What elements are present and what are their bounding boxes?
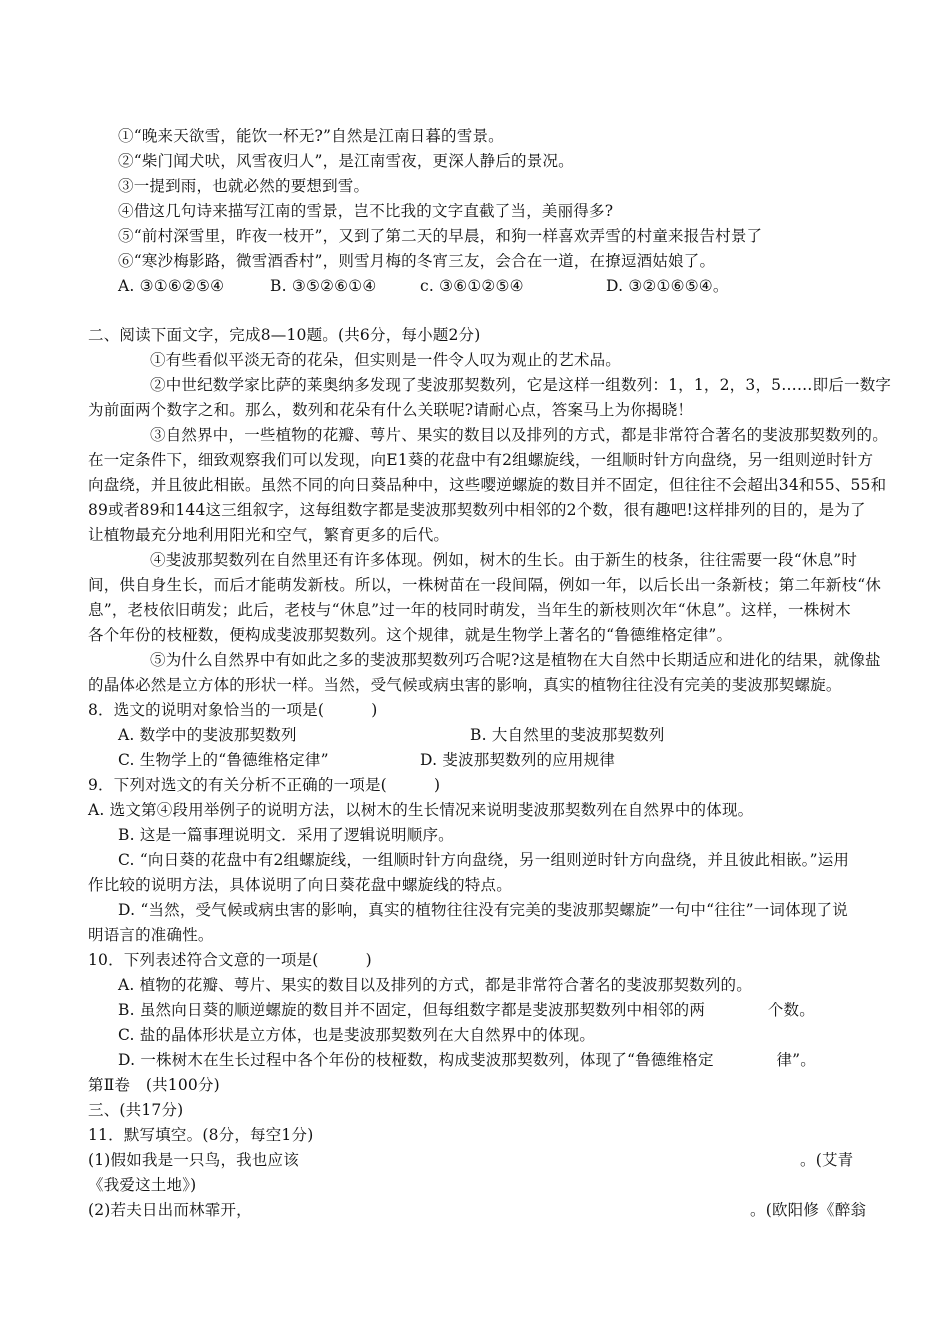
- paragraph-3-line-1: ③自然界中，一些植物的花瓣、萼片、果实的数目以及排列的方式，都是非常符合著名的斐波那契数列的。: [150, 426, 888, 444]
- sentence-2: ②“柴门闻犬吠，风雪夜归人”，是江南雪夜，更深人静后的景况。: [118, 152, 574, 170]
- question-10-option-c: C. 盐的晶体形状是立方体，也是斐波那契数列在大自然界中的体现。: [118, 1026, 596, 1044]
- paragraph-4-line-2: 间，供自身生长，而后才能萌发新枝。所以，一株树苗在一段间隔，例如一年，以后长出一条新枝；第二年新枝“休: [88, 576, 882, 594]
- paragraph-3-line-5: 让植物最充分地利用阳光和空气，繁育更多的后代。: [88, 526, 450, 544]
- question-8-option-a: A. 数学中的斐波那契数列: [118, 726, 297, 744]
- question-9-option-c-line-1: C. “向日葵的花盘中有2组螺旋线，一组顺时针方向盘绕，另一组则逆时针方向盘绕，并且彼此相嵌。”运用: [118, 851, 850, 869]
- sentence-1: ①“晚来天欲雪，能饮一杯无?”自然是江南日暮的雪景。: [118, 127, 504, 145]
- option-d: D. ③②①⑥⑤④。: [606, 277, 729, 295]
- question-10-option-b: B. 虽然向日葵的顺逆螺旋的数目并不固定，但每组数字都是斐波那契数列中相邻的两 个数。: [118, 1001, 815, 1019]
- question-10-option-a: A. 植物的花瓣、萼片、果实的数目以及排列的方式，都是非常符合著名的斐波那契数列的。: [118, 976, 752, 994]
- question-11-item-2: (2)若夫日出而林霏开，: [88, 1201, 252, 1219]
- sentence-6: ⑥“寒沙梅影路，微雪酒香村”，则雪月梅的冬宵三友，会合在一道，在撩逗酒姑娘了。: [118, 252, 716, 270]
- question-8-option-b: B. 大自然里的斐波那契数列: [470, 726, 665, 744]
- sentence-3: ③一提到雨，也就必然的要想到雪。: [118, 177, 370, 195]
- sentence-4: ④借这几句诗来描写江南的雪景，岂不比我的文字直截了当，美丽得多?: [118, 202, 614, 220]
- paragraph-2-line-2: 为前面两个数字之和。那么，数列和花朵有什么关联呢?请耐心点，答案马上为你揭晓！: [88, 401, 694, 419]
- question-8-option-c: C. 生物学上的“鲁德维格定律”: [118, 751, 329, 769]
- question-11-stem: 11．默写填空。(8分，每空1分): [88, 1126, 314, 1144]
- option-c: c. ③⑥①②⑤④: [420, 277, 524, 295]
- section-3-heading: 三、(共17分): [88, 1101, 184, 1119]
- paragraph-3-line-3: 向盘绕，并且彼此相嵌。虽然不同的向日葵品种中，这些嘤逆螺旋的数目并不固定，但往往不会超出34和55、55和: [88, 476, 887, 494]
- paragraph-4-line-1: ④斐波那契数列在自然里还有许多体现。例如，树木的生长。由于新生的枝条，往往需要一段“休息”时: [150, 551, 858, 569]
- question-9-option-b: B. 这是一篇事理说明文．采用了逻辑说明顺序。: [118, 826, 454, 844]
- option-a: A. ③①⑥②⑤④: [118, 277, 225, 295]
- paragraph-5-line-2: 的晶体必然是立方体的形状一样。当然，受气候或病虫害的影响，真实的植物往往没有完美的斐波那契螺旋。: [88, 676, 842, 694]
- paragraph-1: ①有些看似平淡无奇的花朵，但实则是一件令人叹为观止的艺术品。: [150, 351, 622, 369]
- question-9-stem: 9．下列对选文的有关分析不正确的一项是( ): [88, 776, 441, 794]
- paragraph-4-line-3: 息”，老枝依旧萌发；此后，老枝与“休息”过一年的枝同时萌发，当年生的新枝则次年“休息”。这样，一株树木: [88, 601, 851, 619]
- question-9-option-d-line-2: 明语言的准确性。: [88, 926, 214, 944]
- question-9-option-d-line-1: D. “当然，受气候或病虫害的影响，真实的植物往往没有完美的斐波那契螺旋”一句中“往往”一词体现了说: [118, 901, 848, 919]
- question-11-item-1-source: 。(艾青: [800, 1151, 854, 1169]
- question-8-stem: 8．选文的说明对象恰当的一项是( ): [88, 701, 378, 719]
- sentence-5: ⑤“前村深雪里，昨夜一枝开”，又到了第二天的早晨，和狗一样喜欢弄雪的村童来报告村景了: [118, 227, 763, 245]
- question-10-option-d: D. 一株树木在生长过程中各个年份的枝桠数，构成斐波那契数列，体现了“鲁德维格定 律”。: [118, 1051, 816, 1069]
- question-9-option-a: A. 选文第④段用举例子的说明方法，以树木的生长情况来说明斐波那契数列在自然界中的体现。: [88, 801, 754, 819]
- option-b: B. ③⑤②⑥①④: [270, 277, 377, 295]
- question-8-option-d: D. 斐波那契数列的应用规律: [420, 751, 616, 769]
- question-10-stem: 10．下列表述符合文意的一项是( ): [88, 951, 372, 969]
- paragraph-5-line-1: ⑤为什么自然界中有如此之多的斐波那契数列巧合呢?这是植物在大自然中长期适应和进化的结果，就像盐: [150, 651, 881, 669]
- paragraph-3-line-2: 在一定条件下，细致观察我们可以发现，向E1葵的花盘中有2组螺旋线，一组顺时针方向盘绕，另一组则逆时针方: [88, 451, 874, 469]
- paragraph-2-line-1: ②中世纪数学家比萨的莱奥纳多发现了斐波那契数列，它是这样一组数列：1，1，2，3，5……即后一数字: [150, 376, 892, 394]
- paragraph-4-line-4: 各个年份的枝桠数，便构成斐波那契数列。这个规律，就是生物学上著名的“鲁德维格定律”。: [88, 626, 733, 644]
- section-heading: 二、阅读下面文字，完成8—10题。(共6分，每小题2分): [88, 326, 481, 344]
- question-11-item-1-source-cont: 《我爱这土地》): [88, 1176, 197, 1194]
- part-2-title: 第Ⅱ卷 (共100分): [88, 1076, 220, 1094]
- question-11-item-2-source: 。(欧阳修《醉翁: [750, 1201, 867, 1219]
- question-11-item-1: (1)假如我是一只鸟，我也应该: [88, 1151, 299, 1169]
- question-9-option-c-line-2: 作比较的说明方法，具体说明了向日葵花盘中螺旋线的特点。: [88, 876, 512, 894]
- paragraph-3-line-4: 89或者89和144这三组叙字，这每组数字都是斐波那契数列中相邻的2个数，很有趣吧!这样排列的目的，是为了: [88, 501, 866, 519]
